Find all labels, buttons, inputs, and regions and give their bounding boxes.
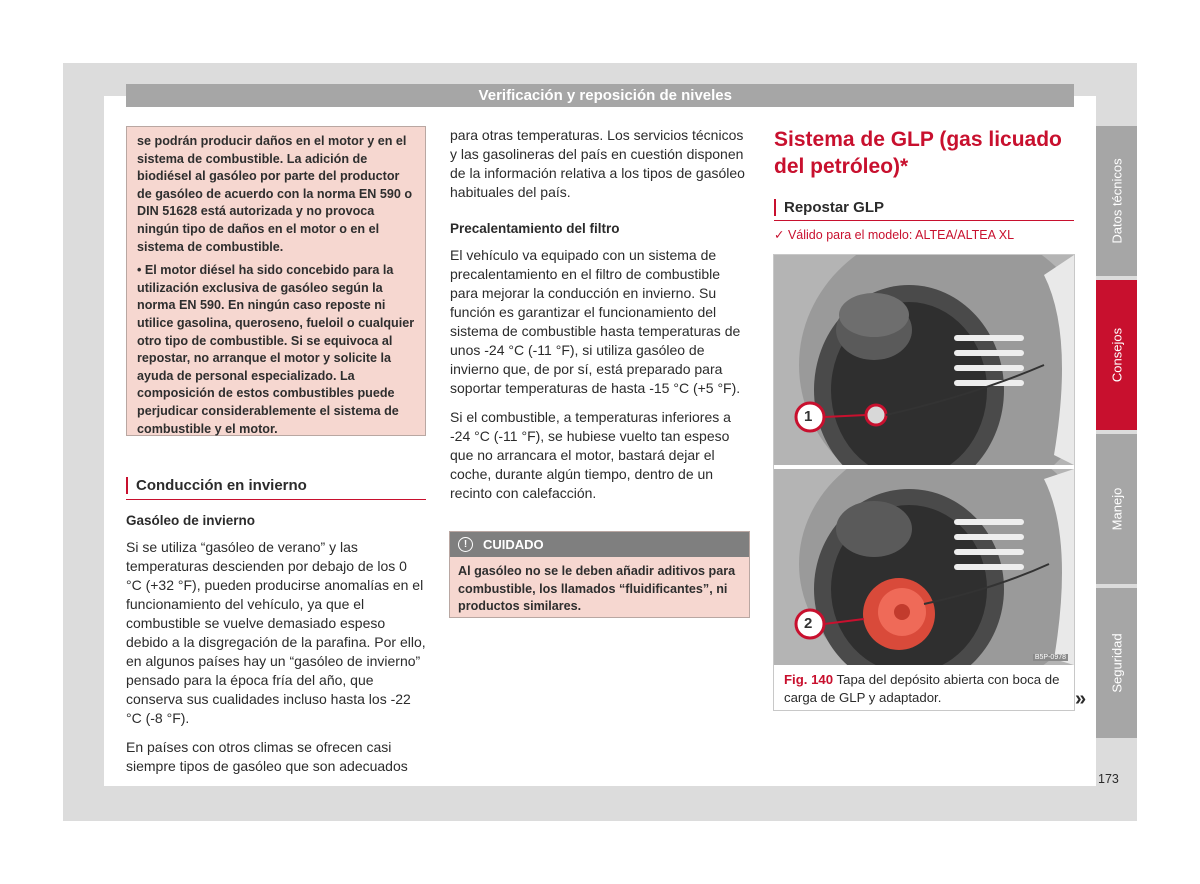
figure-box [773, 254, 1075, 711]
subtitle-winter-diesel: Gasóleo de invierno [126, 513, 256, 528]
middle-body-text [450, 246, 750, 513]
page-number: 173 [1098, 772, 1119, 786]
continue-icon: » [1075, 688, 1087, 710]
header-title: Verificación y reposición de niveles [478, 87, 732, 104]
figure-photo-bottom [774, 469, 1074, 665]
side-tab-datos-tecnicos[interactable] [1096, 126, 1137, 276]
exclamation-circle-icon: ! [458, 537, 473, 552]
paragraph: Si se utiliza “gasóleo de verano” y las temperaturas descienden por debajo de los 0 °C (+32 °F), pueden producirse anomalías en el funcionamiento del vehículo, ya que el combustible se vuelve demasiado espeso debido a la disgregación de la parafina. Por ello, en algunos países hay un “gasóleo de invierno” pensado para la época fría del año, que conserva sus cualidades incluso hasta los -22 °C (-8 °F). [126, 539, 426, 726]
warning-box [126, 126, 426, 436]
section-rule [126, 499, 426, 500]
section-title-lpg: Sistema de GLP (gas licuado del petróleo)* [774, 128, 1062, 178]
subtitle-filter-preheating: Precalentamiento del filtro [450, 221, 620, 236]
figure-photo-top [774, 255, 1074, 465]
side-tab-label: Seguridad [1109, 633, 1124, 693]
side-tab-manejo[interactable] [1096, 434, 1137, 584]
caution-label: CUIDADO [483, 537, 544, 552]
figure-label-1: 1 [804, 408, 813, 425]
validity-note [774, 227, 1014, 242]
warning-paragraph: • El motor diésel ha sido concebido para la utilización exclusiva de gasóleo según la norma EN 590. En ningún caso reposte ni utilice gasolina, queroseno, fueloil o cualquier otro tipo de combustible. Si se equivoca al repostar, no arranque el motor y solicite la ayuda de personal especializado. La composición de estos combustibles puede perjudicar considerablemente el sistema de combustible y el motor. [137, 263, 415, 436]
section-title-winter: Conducción en invierno [126, 477, 307, 494]
side-tab-seguridad[interactable] [1096, 588, 1137, 738]
paragraph: para otras temperaturas. Los servicios técnicos y las gasolineras del país en cuestión disponen de la información relativa a los tipos de gasóleo habituales del país. [450, 127, 745, 200]
caution-text: Al gasóleo no se le deben añadir aditivos para combustible, los llamados “fluidificantes”, ni productos similares. [458, 564, 736, 613]
side-tab-consejos[interactable] [1096, 280, 1137, 430]
validity-text: Válido para el modelo: ALTEA/ALTEA XL [787, 228, 1015, 242]
lpg-adapter-illustration [774, 469, 1074, 665]
paragraph: El vehículo va equipado con un sistema de precalentamiento en el filtro de combustible para mejorar la conducción en invierno. Su función es garantizar el funcionamiento del sistema de combustible hasta temperaturas de unos -24 °C (-11 °F), si utiliza gasóleo de invierno que, de por sí, está preparado para soportar temperaturas de hasta -15 °C (+5 °F). [450, 247, 741, 396]
figure-caption [784, 671, 1066, 707]
left-body-text [126, 538, 426, 786]
side-tab-label: Manejo [1109, 487, 1124, 531]
paragraph: En países con otros climas se ofrecen casi siempre tipos de gasóleo que son adecuados [126, 739, 408, 774]
caution-header [450, 532, 749, 557]
caution-box [449, 531, 750, 618]
figure-code: B5P-0978 [1034, 654, 1066, 661]
paragraph: Si el combustible, a temperaturas inferiores a -24 °C (-11 °F), se hubiese vuelto tan espeso que no arrancara el motor, bastará dejar el coche, durante algún tiempo, dentro de un recinto con calefacción. [450, 409, 731, 501]
figure-number: Fig. 140 [784, 672, 834, 687]
fuel-door-illustration [774, 255, 1074, 465]
side-tab-label: Datos técnicos [1109, 158, 1124, 244]
check-icon: ✓ [774, 228, 785, 242]
subtitle-refuel-lpg: Repostar GLP [774, 199, 884, 216]
middle-intro-text [450, 126, 750, 212]
warning-paragraph: se podrán producir daños en el motor y en el sistema de combustible. La adición de biodiésel al gasóleo por parte del productor de gasóleo de acuerdo con la norma EN 590 o DIN 51628 está autorizada y no provoca ningún tipo de daños en el motor o en el sistema de combustible. [137, 134, 413, 254]
figure-label-2: 2 [804, 615, 813, 632]
section-rule [774, 220, 1074, 221]
page-header [126, 84, 1074, 107]
figure-caption-text: Tapa del depósito abierta con boca de carga de GLP y adaptador. [784, 672, 1060, 705]
side-tab-label: Consejos [1109, 327, 1124, 383]
